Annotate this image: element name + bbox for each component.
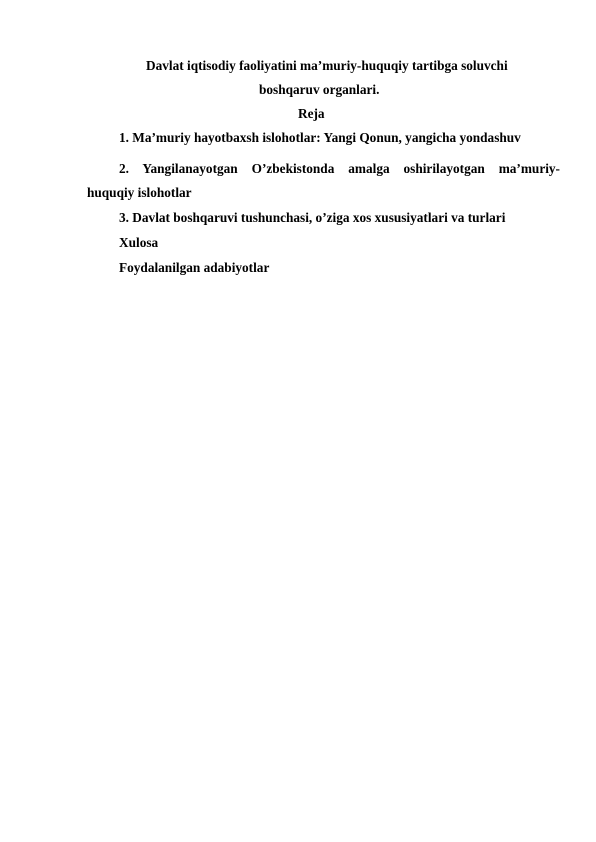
plan-item-2: 2. Yangilanayotgan O’zbekistonda amalga oshirilayotgan ma’muriy- [119, 161, 560, 176]
plan-heading: Reja [298, 106, 325, 121]
plan-item-1: 1. Ma’muriy hayotbaxsh islohotlar: Yangi Qonun, yangicha yondashuv [119, 130, 521, 145]
plan-item-2-continuation: huquqiy islohotlar [87, 185, 192, 200]
plan-item-conclusion: Xulosa [119, 235, 159, 250]
document-title-line-1: Davlat iqtisodiy faoliyatini ma’muriy-huquqiy tartibga soluvchi [146, 58, 508, 73]
plan-item-3: 3. Davlat boshqaruvi tushunchasi, o’ziga xos xususiyatlari va turlari [119, 210, 506, 225]
plan-item-references: Foydalanilgan adabiyotlar [119, 260, 270, 275]
document-title-line-2: boshqaruv organlari. [259, 82, 380, 97]
